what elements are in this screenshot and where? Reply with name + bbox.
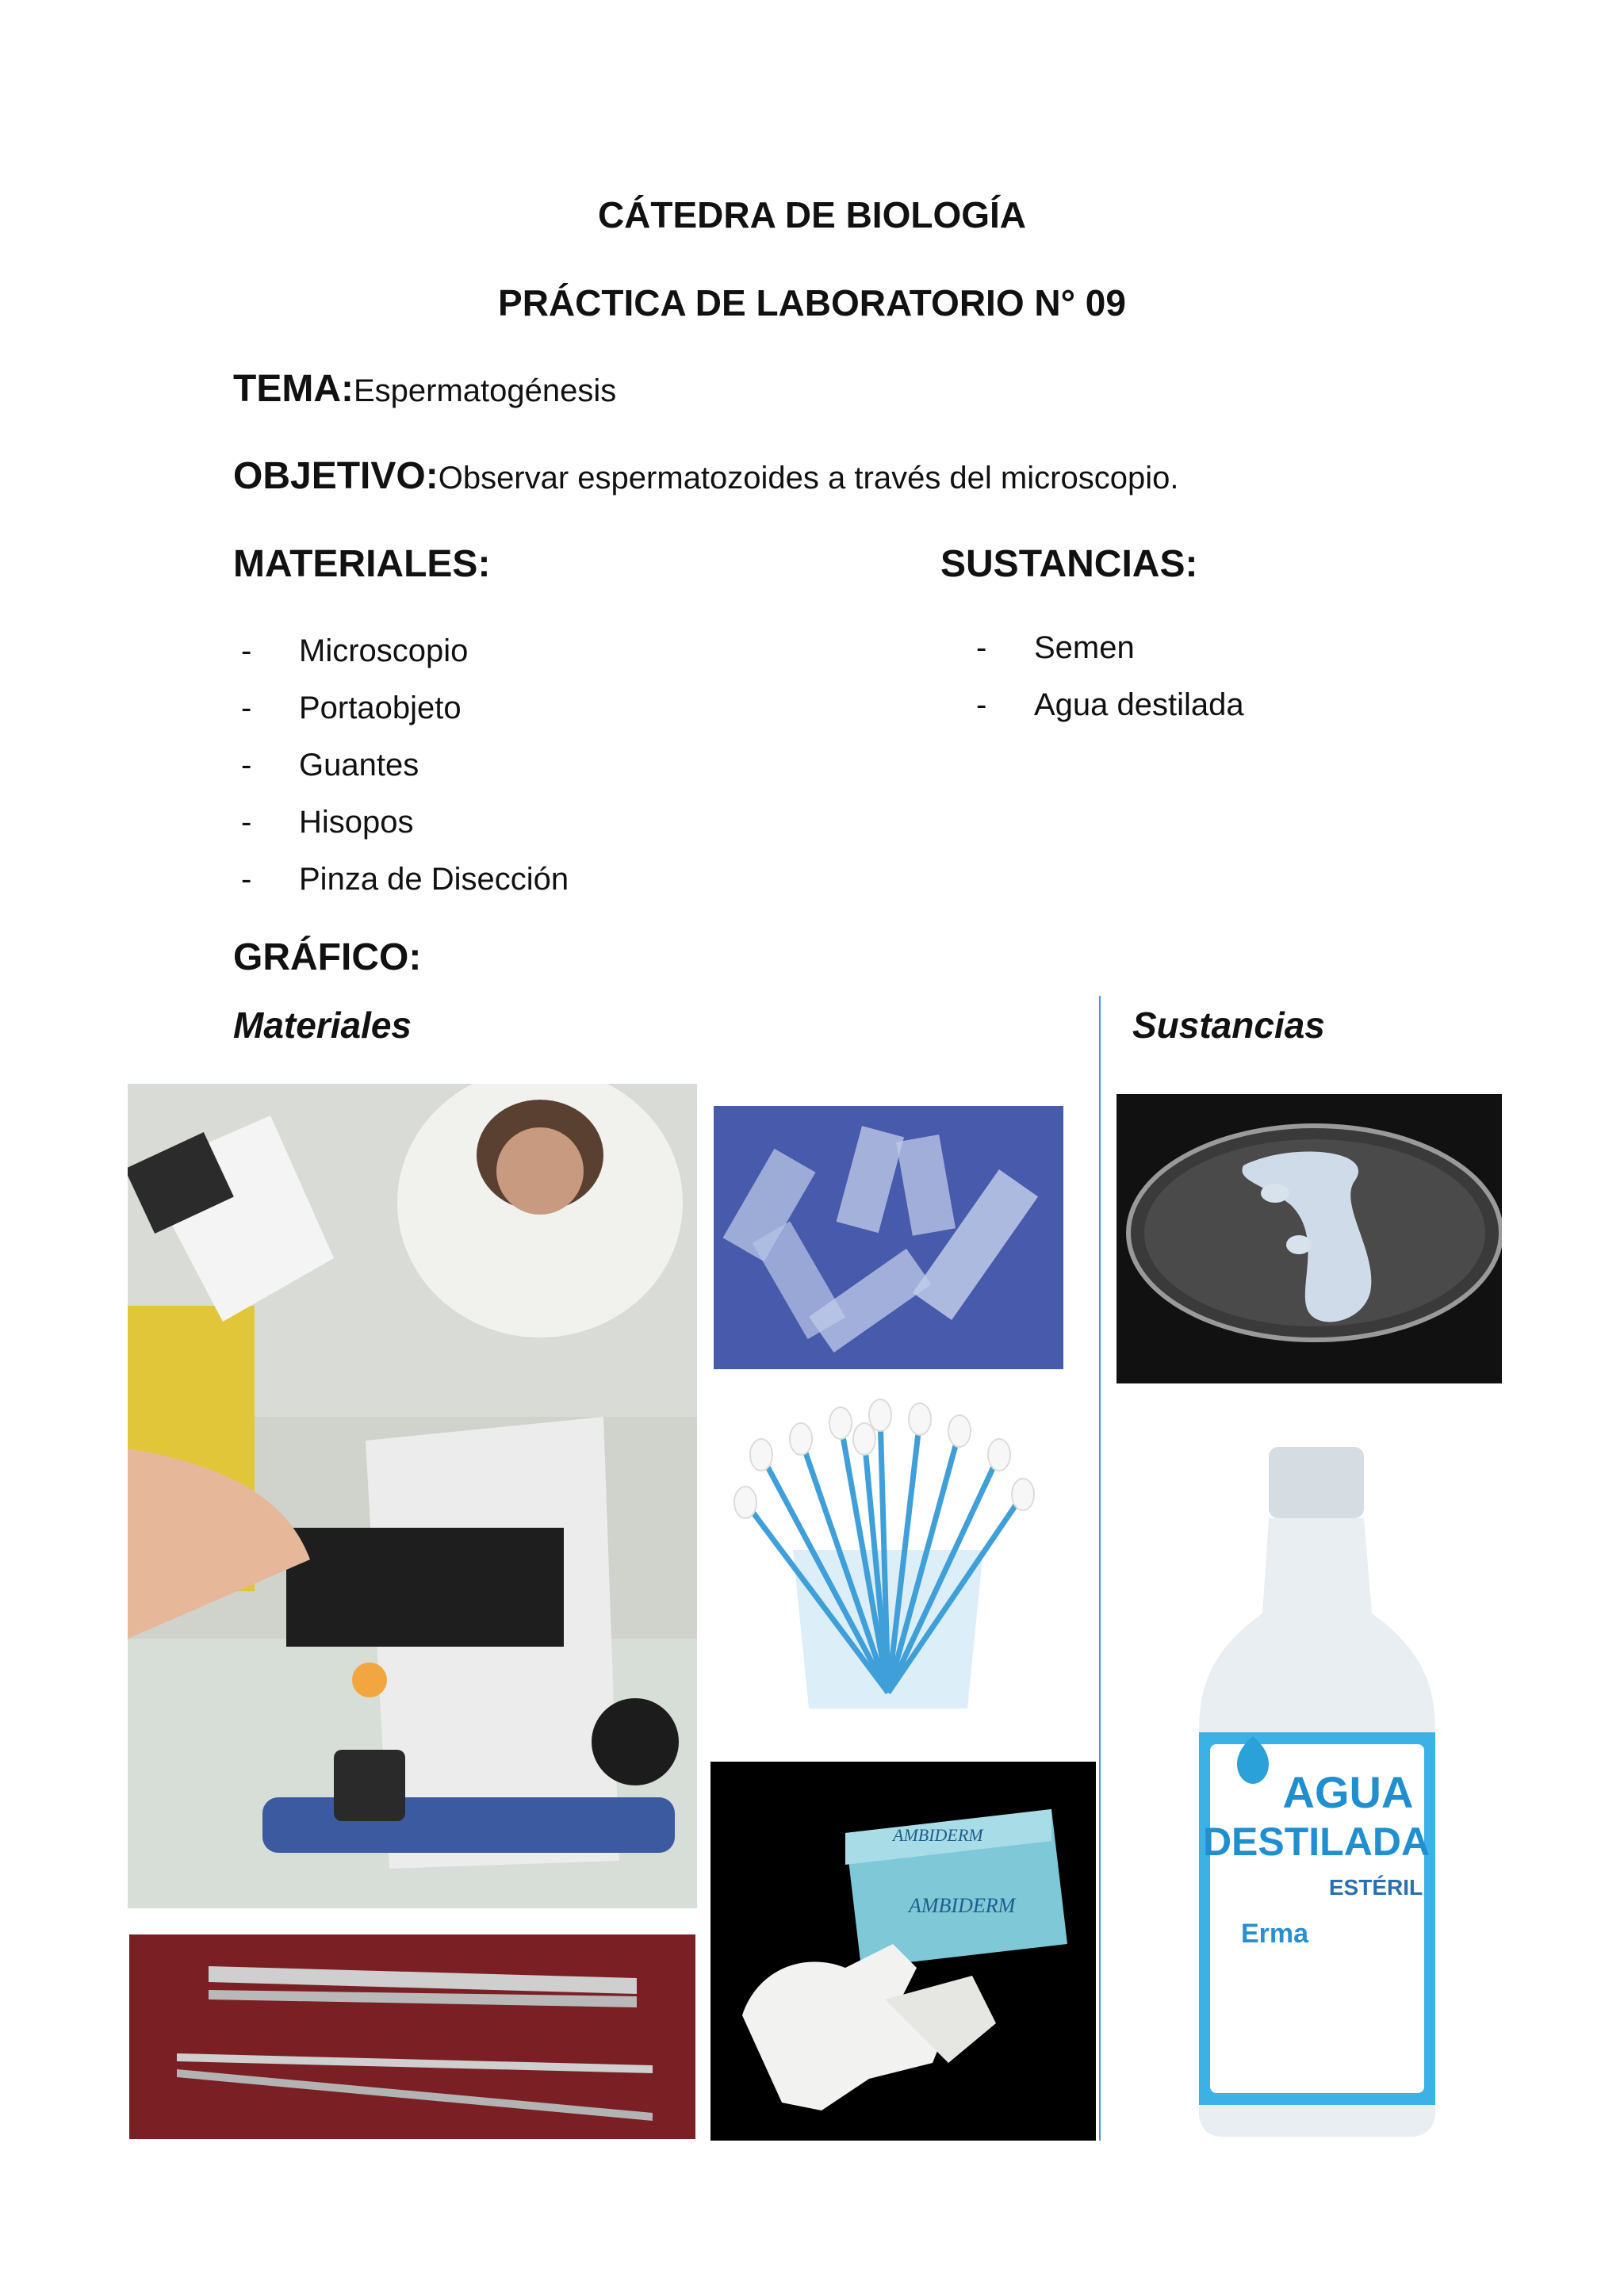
bottle-label-brand: Erma [1241,1919,1309,1949]
water-bottle-photo [1189,1431,1445,2141]
objetivo-row [233,454,1178,498]
column-divider [1099,996,1101,2141]
glove-box-brand-2: AMBIDERM [909,1894,1016,1917]
objetivo-value: Observar espermatozoides a través del microscopio. [438,461,1179,496]
tema-value: Espermatogénesis [353,373,617,408]
sustancias-list [968,619,1244,733]
list-item: - Hisopos [241,805,414,840]
tema-row [233,367,616,411]
sustancias-heading: SUSTANCIAS: [940,543,1198,585]
materiales-caption: Materiales [233,1004,412,1046]
sustancias-caption: Sustancias [1132,1004,1325,1046]
list-item: - Portaobjeto [241,691,462,725]
tema-label: TEMA: [233,368,354,410]
slides-photo [714,1106,1063,1369]
grafico-heading: GRÁFICO: [233,936,422,978]
microscope-photo [128,1084,697,1908]
bottle-label-line3: ESTÉRIL [1328,1875,1423,1900]
list-item: - Pinza de Disección [241,862,569,897]
swabs-photo [714,1391,1063,1732]
materiales-list [233,622,569,908]
objetivo-label: OBJETIVO: [233,455,439,497]
gloves-photo [710,1762,1096,2141]
bottle-label-line2: DESTILADA [1202,1820,1431,1864]
document-title: CÁTEDRA DE BIOLOGÍA [597,194,1027,235]
glove-box-brand-1: AMBIDERM [893,1825,983,1845]
materiales-heading: MATERIALES: [233,543,491,585]
list-item: - Microscopio [241,633,469,668]
list-item: - Semen [976,630,1135,665]
tweezers-photo [129,1934,695,2139]
list-item: - Agua destilada [976,687,1244,722]
petri-dish-photo [1116,1094,1502,1383]
bottle-label-line1: AGUA [1282,1767,1414,1817]
bottle-label-volume: 500 mL [1233,1801,1273,1814]
list-item: - Guantes [241,748,419,783]
document-subtitle: PRÁCTICA DE LABORATORIO N° 09 [498,282,1126,323]
